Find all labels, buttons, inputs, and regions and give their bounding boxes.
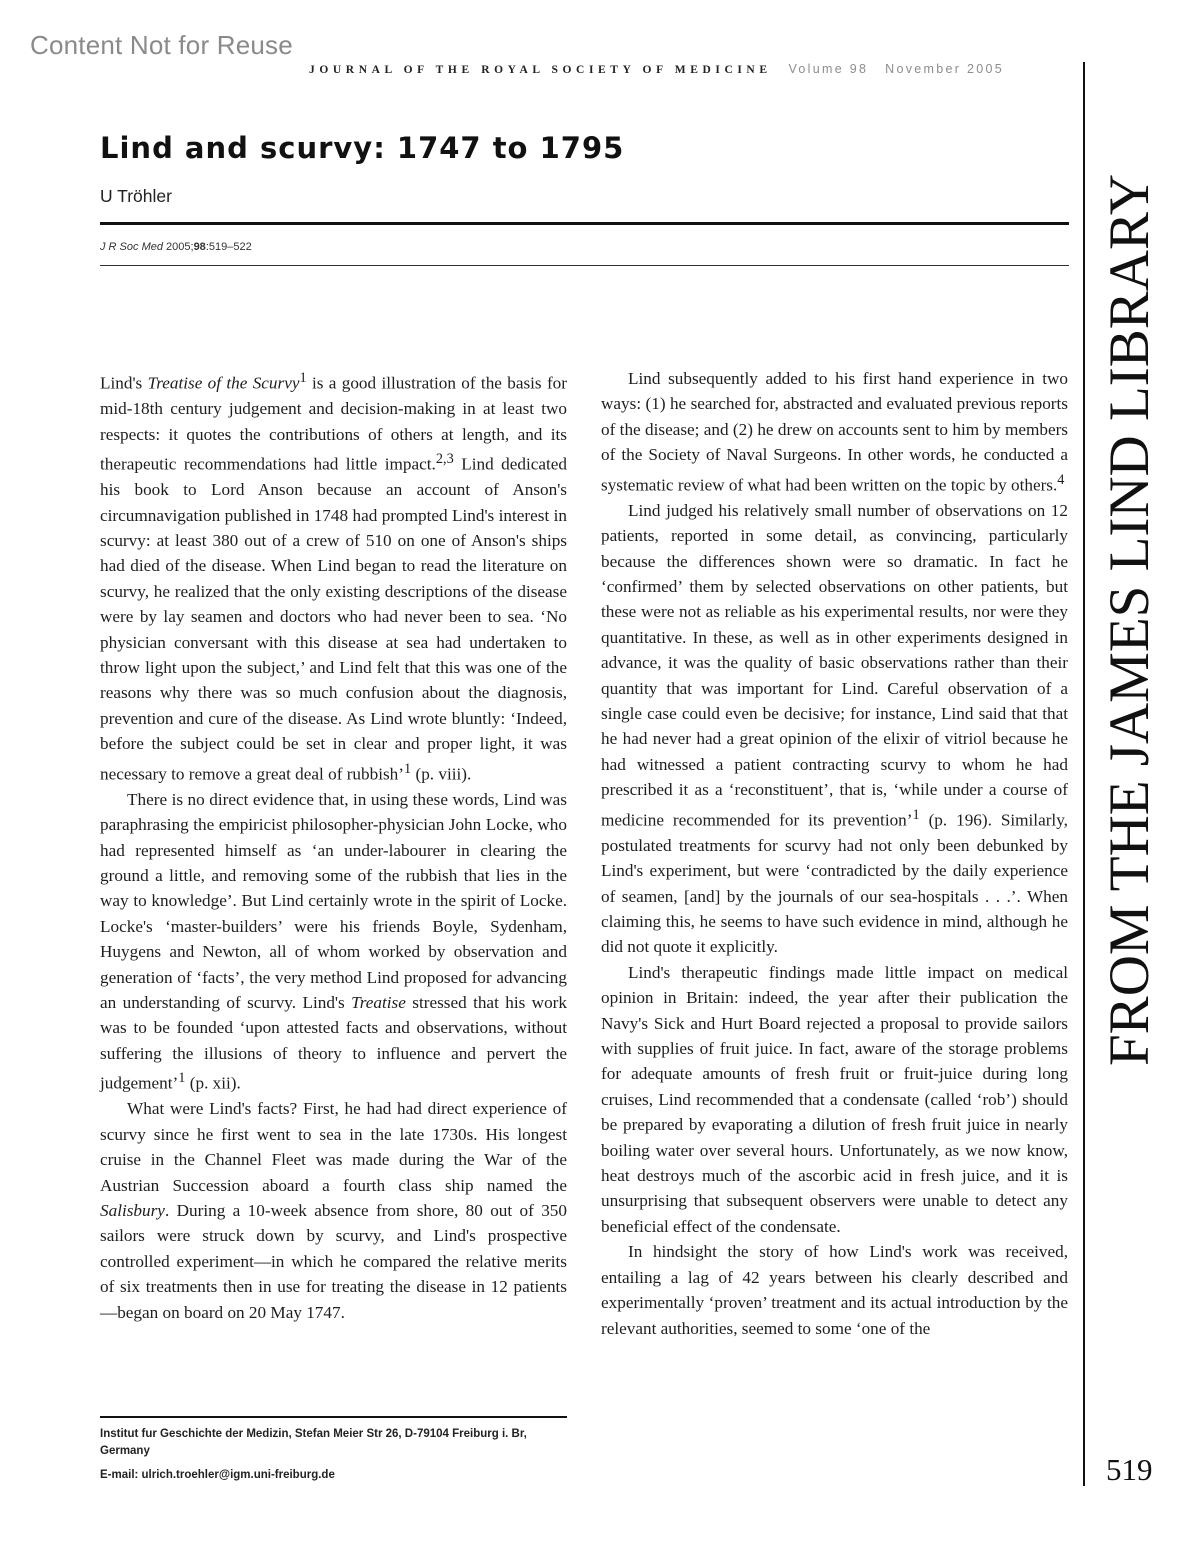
left-column	[100, 366, 567, 1325]
article-citation	[100, 241, 252, 253]
title-rule	[100, 222, 1069, 225]
article-author: U Tröhler	[100, 186, 172, 206]
text-run: Lind judged his relatively small number of observations on 12 patients, reported in some detail, as convincing, particularly because the differences shown were so dramatic. In fact he ‘confirmed’ them by selected observations on other patients, but these were not as reliable as his experimental results, nor were they quantitative. In these, as well as in other experiments designed in advance, it was the quality of basic observations rather than their quantity that was important for Lind. Careful observation of a single case could even be decisive; for instance, Lind said that that he had never had a great opinion of the elixir of vitriol because he had witnessed a patient contracting scurvy to whom he had prescribed it as a ‘reconstituent’, that is, ‘while under a course of medicine recommended for its prevention’	[601, 500, 1068, 830]
reference-marker: 1	[178, 1070, 186, 1087]
text-run: Lind subsequently added to his first hand experience in two ways: (1) he searched for, abstracted and evaluated previous reports of the disease; and (2) he drew on accounts sent to him by members of the Society of Naval Surgeons. In other words, he conducted a systematic review of what had been written on the topic by others.	[601, 369, 1068, 495]
paragraph	[100, 366, 567, 787]
treatise-title: Treatise of the Scurvy	[147, 373, 300, 393]
italic-run: Treatise	[351, 992, 406, 1012]
journal-name: JOURNAL OF THE ROYAL SOCIETY OF MEDICINE	[309, 64, 772, 76]
reference-marker: 4	[1057, 471, 1065, 488]
citation-journal: J R Soc Med	[100, 241, 163, 253]
citation-year: 2005;	[166, 241, 194, 253]
paragraph: Lind's therapeutic findings made little impact on medical opinion in Britain: indeed, the year after their publication the Navy's Sick and Hurt Board rejected a proposal to provide sailors with supplies of fruit juice. In fact, aware of the storage problems for adequate amounts of fresh fruit or fruit-juice during long cruises, Lind recommended that a condensate (called ‘rob’) should be prepared by evaporating a dilution of fresh fruit juice in nearly boiling water over several hours. Unfortunately, as we now know, heat destroys much of the ascorbic acid in fresh juice, and it is unsurprising that subsequent observers were unable to detect any beneficial effect of the condensate.	[601, 962, 1068, 1236]
watermark: Content Not for Reuse	[30, 30, 293, 60]
author-email: E-mail: ulrich.troehler@igm.uni-freiburg.de	[100, 1469, 335, 1481]
paragraph	[601, 366, 1068, 498]
text-run: Lind's	[100, 373, 148, 393]
journal-volume: Volume 98	[788, 62, 869, 76]
margin-rule	[1083, 62, 1085, 1486]
text-run: (p. viii).	[411, 764, 472, 784]
text-run: (p. 196). Similarly, postulated treatments for scurvy had not only been debunked by Lind's experiment, but were ‘contradicted by the daily experience of seamen, [and] by the journals of our sea-hospitals . . .’. When claiming this, he seems to have such evidence in mind, although he did not quote it explicitly.	[601, 810, 1068, 957]
text-run: What were Lind's facts? First, he had had direct experience of scurvy since he first went to sea in the late 1730s. His longest cruise in the Channel Fleet was made during the War of the Austrian Succession aboard a fourth class ship named the	[100, 1099, 567, 1195]
article-title: Lind and scurvy: 1747 to 1795	[100, 131, 625, 165]
reference-marker: 1	[299, 370, 307, 386]
header-rule	[100, 265, 1069, 266]
text-run: There is no direct evidence that, in using these words, Lind was paraphrasing the empiricist philosopher-physician John Locke, who had represented himself as ‘an under-labourer in clearing the ground a little, and removing some of the rubbish that lies in the way to knowledge’. But Lind certainly wrote in the spirit of Locke. Locke's ‘master-builders’ were his friends Boyle, Sydenham, Huygens and Newton, all of whom worked by observation and generation of ‘facts’, the very method Lind proposed for advancing an understanding of scurvy. Lind's	[100, 789, 567, 1012]
affiliation-rule	[100, 1416, 567, 1418]
reference-marker: 2,3	[435, 450, 454, 467]
text-run: . During a 10-week absence from shore, 80 out of 350 sailors were struck down by scurvy, and Lind's prospective controlled experiment—in which he compared the relative merits of six treatments then in use for treating the disease in 12 patients—began on board on 20 May 1747.	[100, 1200, 567, 1322]
running-head	[309, 62, 1069, 76]
reference-marker: 1	[404, 760, 412, 777]
right-column	[601, 366, 1068, 1341]
author-affiliation: Institut fur Geschichte der Medizin, Stefan Meier Str 26, D-79104 Freiburg i. Br, Germany	[100, 1428, 527, 1457]
citation-volume: 98	[193, 241, 206, 253]
text-run: stressed that his work was to be founded ‘upon attested facts and observations, without suffering the illusions of theory to influence and pervert the judgement’	[100, 992, 567, 1093]
citation-pages: :519–522	[205, 241, 252, 253]
paragraph	[601, 498, 1068, 960]
paragraph: In hindsight the story of how Lind's work was received, entailing a lag of 42 years between his clearly described and experimentally ‘proven’ treatment and its actual introduction by the relevant authorities, seemed to some ‘one of the	[601, 1242, 1068, 1338]
side-banner: FROM THE JAMES LIND LIBRARY	[1098, 173, 1161, 1067]
paragraph	[100, 1096, 567, 1325]
paragraph	[100, 787, 567, 1097]
page-number: 519	[1106, 1452, 1153, 1487]
text-run: is a good illustration of the basis for mid-18th century judgement and decision-making in at least two respects: it quotes the contributions of others at length, and its therapeutic recommendations had little impact.	[100, 373, 567, 474]
text-run: Lind dedicated his book to Lord Anson because an account of Anson's circumnavigation published in 1748 had prompted Lind's interest in scurvy: at least 380 out of a crew of 510 on one of Anson's ships had died of the disease. When Lind began to read the literature on scurvy, he realized that the only existing descriptions of the disease were by lay seamen and doctors who had never been to sea. ‘No physician conversant with this disease at sea had undertaken to throw light upon the subject,’ and Lind felt that this was one of the reasons why there was so much confusion about the diagnosis, prevention and cure of the disease. As Lind wrote bluntly: ‘Indeed, before the subject could be set in clear and proper light, it was necessary to remove a great deal of rubbish’	[100, 454, 568, 784]
journal-date: November 2005	[885, 62, 1004, 76]
text-run: (p. xii).	[185, 1073, 241, 1093]
ship-name: Salisbury	[100, 1200, 165, 1220]
reference-marker: 1	[912, 806, 920, 823]
